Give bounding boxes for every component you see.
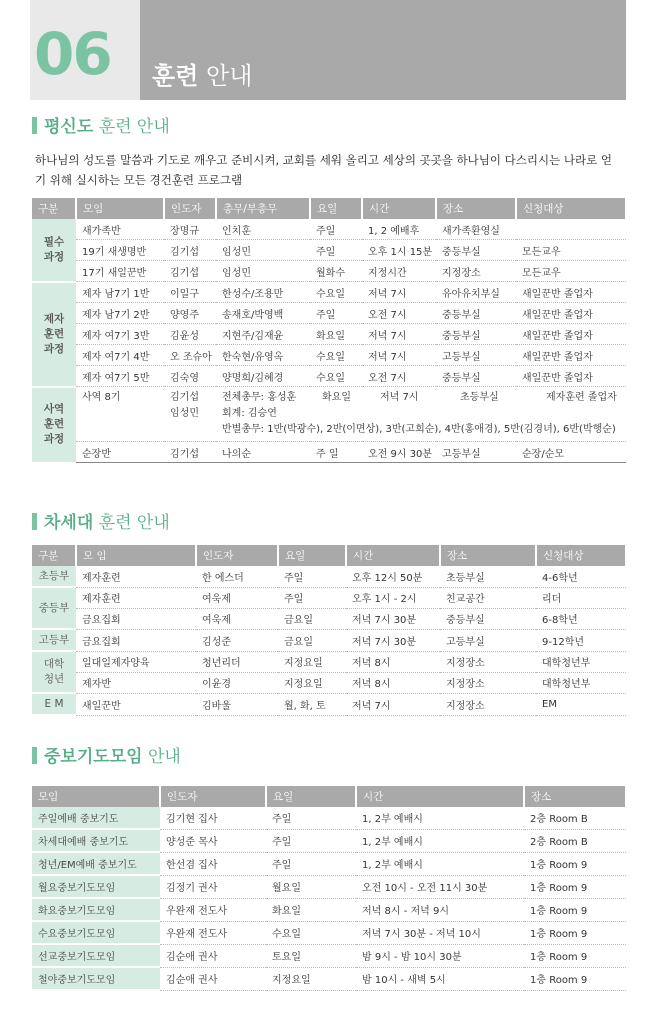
- section-title-bold: 차세대: [44, 513, 94, 533]
- table-cell: 중등부실: [440, 608, 536, 629]
- category-cell: 제자 훈련 과정: [32, 282, 76, 387]
- table-cell: 모든교우: [516, 240, 626, 261]
- table-cell: 김기섭: [164, 261, 216, 282]
- table-cell: 지정시간: [362, 261, 436, 282]
- table-row: [32, 875, 626, 898]
- table-cell: 금요일: [278, 629, 346, 651]
- table-cell: 지정장소: [436, 261, 516, 282]
- table-row: [32, 608, 626, 629]
- column-header: 요일: [266, 786, 356, 807]
- table-cell: 밤 9시 - 밤 10시 30분: [356, 944, 524, 967]
- table-cell: 우완재 전도사: [160, 898, 266, 921]
- section-title-intercession: [32, 747, 181, 767]
- column-header: 시간: [362, 198, 436, 219]
- category-cell: 대학 청년: [32, 651, 76, 693]
- table-cell: 수요일: [310, 345, 362, 366]
- category-cell: 중등부: [32, 587, 76, 629]
- table-header-row: [32, 786, 626, 807]
- table-cell: 양영주: [164, 303, 216, 324]
- column-header: 장소: [436, 198, 516, 219]
- table-cell: 저녁 8시: [346, 651, 440, 672]
- table-cell: 수요일: [266, 921, 356, 944]
- laity-intro-text: 하나님의 성도를 말씀과 기도로 깨우고 준비시켜, 교회를 세워 올리고 세상의 곳곳을 하나님이 다스리시는 나라로 얻기 위해 실시하는 모든 경건훈련 프로그램: [35, 153, 612, 187]
- column-header: 시간: [356, 786, 524, 807]
- nextgen-training-table: [32, 545, 627, 716]
- table-header-row: [32, 198, 626, 219]
- table-cell: 중등부실: [436, 324, 516, 345]
- table-cell: 김성준: [196, 629, 278, 651]
- table-cell: 오 조슈아: [164, 345, 216, 366]
- table-cell: 수요일: [310, 282, 362, 303]
- table-cell: 새가족반: [76, 219, 164, 240]
- table-cell: 1, 2 예배후: [362, 219, 436, 240]
- staff-line: 회계: 김승연: [222, 408, 277, 419]
- table-cell: 월화수: [310, 261, 362, 282]
- table-cell: 1, 2부 예배시: [356, 829, 524, 852]
- table-cell: 대학청년부: [536, 672, 626, 693]
- table-cell: 저녁 8시: [346, 672, 440, 693]
- table-cell: 1층 Room 9: [524, 967, 626, 990]
- section-title-bold: 평신도: [44, 117, 94, 137]
- staff-block: [222, 390, 626, 438]
- table-cell: 1층 Room 9: [524, 852, 626, 875]
- chapter-number: 06: [34, 20, 111, 88]
- table-row: [32, 261, 626, 282]
- table-cell: 지정요일: [278, 672, 346, 693]
- table-row: [32, 303, 626, 324]
- table-cell: 지정장소: [440, 693, 536, 715]
- table-cell: 저녁 7시: [346, 693, 440, 715]
- table-cell: 오전 7시: [362, 366, 436, 387]
- table-cell: 순장반: [76, 442, 164, 463]
- column-header: 구분: [32, 545, 76, 566]
- table-cell: 나의순: [216, 442, 310, 463]
- table-cell: 새일꾼반 졸업자: [516, 303, 626, 324]
- table-cell: 인치훈: [216, 219, 310, 240]
- staff-name: 전체총무: 홍성훈: [222, 392, 297, 403]
- table-row: [32, 651, 626, 672]
- table-cell: 임성민: [216, 261, 310, 282]
- table-row: [32, 967, 626, 990]
- table-cell: 사역 8기: [76, 387, 164, 442]
- table-cell: 새일꾼반 졸업자: [516, 324, 626, 345]
- table-cell: 중등부실: [436, 240, 516, 261]
- table-cell: 오전 7시: [362, 303, 436, 324]
- column-header: 시간: [346, 545, 440, 566]
- table-cell: 화요일: [266, 898, 356, 921]
- table-cell: 제자반: [76, 672, 196, 693]
- table-row: [32, 219, 626, 240]
- leader-name: 임성민: [170, 408, 199, 419]
- table-cell: 주일: [310, 303, 362, 324]
- table-cell: 이윤경: [196, 672, 278, 693]
- staff-cell: [216, 387, 626, 442]
- table-cell: 오전 9시 30분: [362, 442, 436, 463]
- section-title-light: 훈련 안내: [98, 513, 170, 533]
- table-cell: 1, 2부 예배시: [356, 852, 524, 875]
- table-cell: [516, 219, 626, 240]
- table-cell: 주 일: [310, 442, 362, 463]
- table-cell: 월요일: [266, 875, 356, 898]
- table-cell: 고등부실: [436, 345, 516, 366]
- meeting-name-cell: 주일예배 중보기도: [32, 807, 160, 829]
- leader-name: 김기섭: [170, 392, 199, 403]
- table-cell: 제자 여7기 4반: [76, 345, 164, 366]
- table-cell: 제자 여7기 5반: [76, 366, 164, 387]
- category-cell: E M: [32, 693, 76, 715]
- table-cell: 오후 1시 15분: [362, 240, 436, 261]
- section-title-bold: 중보기도모임: [44, 747, 143, 767]
- category-cell: 사역 훈련 과정: [32, 387, 76, 463]
- table-cell: 주일: [310, 219, 362, 240]
- table-cell: 오전 10시 - 오전 11시 30분: [356, 875, 524, 898]
- meeting-name-cell: 차세대예배 중보기도: [32, 829, 160, 852]
- table-cell: 제자 남7기 1반: [76, 282, 164, 303]
- section-title-laity: [32, 117, 170, 137]
- table-cell: 2층 Room B: [524, 829, 626, 852]
- table-row: [32, 629, 626, 651]
- table-cell: 4-6학년: [536, 566, 626, 587]
- table-cell: 청년리더: [196, 651, 278, 672]
- meeting-name-cell: 화요중보기도모임: [32, 898, 160, 921]
- table-cell: 저녁 7시: [362, 282, 436, 303]
- table-row: [32, 587, 626, 608]
- section-bar-icon: [32, 747, 37, 764]
- column-header: 인도자: [164, 198, 216, 219]
- table-cell: 고등부실: [440, 629, 536, 651]
- table-cell: 제자훈련: [76, 566, 196, 587]
- table-cell: 우완재 전도사: [160, 921, 266, 944]
- table-row: [32, 282, 626, 303]
- table-cell: 6-8학년: [536, 608, 626, 629]
- table-cell: 17기 새일꾼반: [76, 261, 164, 282]
- table-cell: 저녁 7시: [362, 324, 436, 345]
- table-cell: 저녁 7시: [362, 345, 436, 366]
- place-text: 초등부실: [460, 392, 499, 403]
- section-bar-icon: [32, 117, 37, 134]
- table-row: [32, 944, 626, 967]
- table-row: [32, 366, 626, 387]
- day-text: 화요일: [322, 392, 351, 403]
- table-cell: 양명희/김혜경: [216, 366, 310, 387]
- column-header: 인도자: [196, 545, 278, 566]
- table-cell: 금요집회: [76, 629, 196, 651]
- section-title-nextgen: [32, 513, 170, 533]
- table-cell: 김기현 집사: [160, 807, 266, 829]
- column-header: 구분: [32, 198, 76, 219]
- section-title-light: 훈련 안내: [98, 117, 170, 137]
- section-title-light: 안내: [147, 747, 181, 767]
- meeting-name-cell: 수요중보기도모임: [32, 921, 160, 944]
- table-cell: 저녁 7시 30분: [346, 629, 440, 651]
- column-header: 장소: [524, 786, 626, 807]
- table-cell: 지정장소: [440, 651, 536, 672]
- staff-line: [222, 390, 626, 406]
- table-cell: 1층 Room 9: [524, 898, 626, 921]
- table-row: [32, 921, 626, 944]
- table-cell: 월, 화, 토: [278, 693, 346, 715]
- column-header: 총무/부총무: [216, 198, 310, 219]
- column-header: 요일: [310, 198, 362, 219]
- table-cell: 김순애 권사: [160, 967, 266, 990]
- table-cell: 금요일: [278, 608, 346, 629]
- table-cell: 주일: [278, 566, 346, 587]
- table-cell: 화요일: [310, 324, 362, 345]
- table-cell: 수요일: [310, 366, 362, 387]
- table-cell: 여욱제: [196, 587, 278, 608]
- table-cell: 김순애 권사: [160, 944, 266, 967]
- table-row: [32, 324, 626, 345]
- table-cell: 9-12학년: [536, 629, 626, 651]
- table-cell: 대학청년부: [536, 651, 626, 672]
- column-header: 모임: [76, 198, 164, 219]
- column-header: 신청대상: [536, 545, 626, 566]
- meeting-name-cell: 청년/EM예배 중보기도: [32, 852, 160, 875]
- table-cell: 주일: [266, 852, 356, 875]
- table-cell: 일대일제자양육: [76, 651, 196, 672]
- table-cell: 오후 12시 50분: [346, 566, 440, 587]
- category-cell: 고등부: [32, 629, 76, 651]
- table-cell: 김정기 권사: [160, 875, 266, 898]
- table-cell: 주일: [266, 807, 356, 829]
- table-cell: 저녁 8시 - 저녁 9시: [356, 898, 524, 921]
- table-cell: 김기섭: [164, 240, 216, 261]
- target-text: 제자훈련 졸업자: [546, 392, 617, 403]
- meeting-name-cell: 월요중보기도모임: [32, 875, 160, 898]
- time-text: 저녁 7시: [380, 392, 419, 403]
- table-cell: 새일꾼반 졸업자: [516, 345, 626, 366]
- column-header: 모임: [32, 786, 160, 807]
- table-row: [32, 345, 626, 366]
- column-header: 요일: [278, 545, 346, 566]
- table-row: [32, 240, 626, 261]
- table-cell: 밤 10시 - 새벽 5시: [356, 967, 524, 990]
- table-cell: 여욱제: [196, 608, 278, 629]
- table-row: [32, 852, 626, 875]
- table-cell: 한선겸 집사: [160, 852, 266, 875]
- table-cell: 친교공간: [440, 587, 536, 608]
- table-cell: 새일꾼반: [76, 693, 196, 715]
- table-cell: 김기섭: [164, 442, 216, 463]
- table-cell: 새일꾼반 졸업자: [516, 282, 626, 303]
- table-cell: 한숙현/유영옥: [216, 345, 310, 366]
- table-cell: 1층 Room 9: [524, 875, 626, 898]
- column-header: 신청대상: [516, 198, 626, 219]
- table-cell: 모든교우: [516, 261, 626, 282]
- table-cell: 1, 2부 예배시: [356, 807, 524, 829]
- table-cell: 지정장소: [440, 672, 536, 693]
- table-cell: 제자 여7기 3반: [76, 324, 164, 345]
- category-cell: 초등부: [32, 566, 76, 587]
- table-cell: 리더: [536, 587, 626, 608]
- table-cell: 유아유치부실: [436, 282, 516, 303]
- table-cell: 김윤성: [164, 324, 216, 345]
- meeting-name-cell: 선교중보기도모임: [32, 944, 160, 967]
- table-cell: 오후 1시 - 2시: [346, 587, 440, 608]
- table-cell: 순장/순모: [516, 442, 626, 463]
- table-row: [32, 898, 626, 921]
- table-cell: 저녁 7시 30분 - 저녁 10시: [356, 921, 524, 944]
- category-cell: 필수 과정: [32, 219, 76, 282]
- table-cell: 지현주/김재윤: [216, 324, 310, 345]
- table-cell: 제자훈련: [76, 587, 196, 608]
- table-cell: 장명규: [164, 219, 216, 240]
- table-cell: 한 에스더: [196, 566, 278, 587]
- table-cell: 초등부실: [440, 566, 536, 587]
- chapter-title-bold: 훈련: [152, 62, 199, 90]
- table-cell: 금요집회: [76, 608, 196, 629]
- column-header: 인도자: [160, 786, 266, 807]
- table-cell: 이일구: [164, 282, 216, 303]
- table-cell: 새가족환영실: [436, 219, 516, 240]
- table-row: [32, 566, 626, 587]
- table-cell: 제자 남7기 2반: [76, 303, 164, 324]
- table-cell: 김바울: [196, 693, 278, 715]
- table-cell: 지정요일: [278, 651, 346, 672]
- table-cell: 중등부실: [436, 366, 516, 387]
- table-cell: 토요일: [266, 944, 356, 967]
- section-bar-icon: [32, 513, 37, 530]
- table-row: [32, 672, 626, 693]
- table-cell: 임성민: [216, 240, 310, 261]
- meeting-name-cell: 철야중보기도모임: [32, 967, 160, 990]
- table-cell: 19기 새생명반: [76, 240, 164, 261]
- leader-cell: [164, 387, 216, 442]
- table-cell: 1층 Room 9: [524, 921, 626, 944]
- table-cell: 주일: [310, 240, 362, 261]
- table-row: [32, 387, 626, 442]
- table-cell: 지정요일: [266, 967, 356, 990]
- table-cell: 송재호/박영백: [216, 303, 310, 324]
- table-cell: 새일꾼반 졸업자: [516, 366, 626, 387]
- table-cell: 2층 Room B: [524, 807, 626, 829]
- table-cell: 1층 Room 9: [524, 944, 626, 967]
- intercession-table: [32, 786, 627, 991]
- table-cell: 주일: [266, 829, 356, 852]
- table-row: [32, 807, 626, 829]
- column-header: 모 임: [76, 545, 196, 566]
- table-cell: 김숙영: [164, 366, 216, 387]
- chapter-title-light: 안내: [206, 62, 253, 90]
- table-cell: 중등부실: [436, 303, 516, 324]
- table-cell: 한성수/조용만: [216, 282, 310, 303]
- table-row: [32, 442, 626, 463]
- table-header-row: [32, 545, 626, 566]
- staff-line: 반별총무: 1반(박광수), 2반(이면상), 3반(고희순), 4반(홍애경), 5반(김경녀), 6반(박행순): [222, 424, 616, 435]
- table-cell: 저녁 7시 30분: [346, 608, 440, 629]
- column-header: 장소: [440, 545, 536, 566]
- table-row: [32, 693, 626, 715]
- table-cell: 고등부실: [436, 442, 516, 463]
- table-cell: EM: [536, 693, 626, 715]
- laity-training-table: [32, 198, 626, 464]
- table-cell: 주일: [278, 587, 346, 608]
- chapter-title: [152, 62, 252, 90]
- table-cell: 양성준 목사: [160, 829, 266, 852]
- table-row: [32, 829, 626, 852]
